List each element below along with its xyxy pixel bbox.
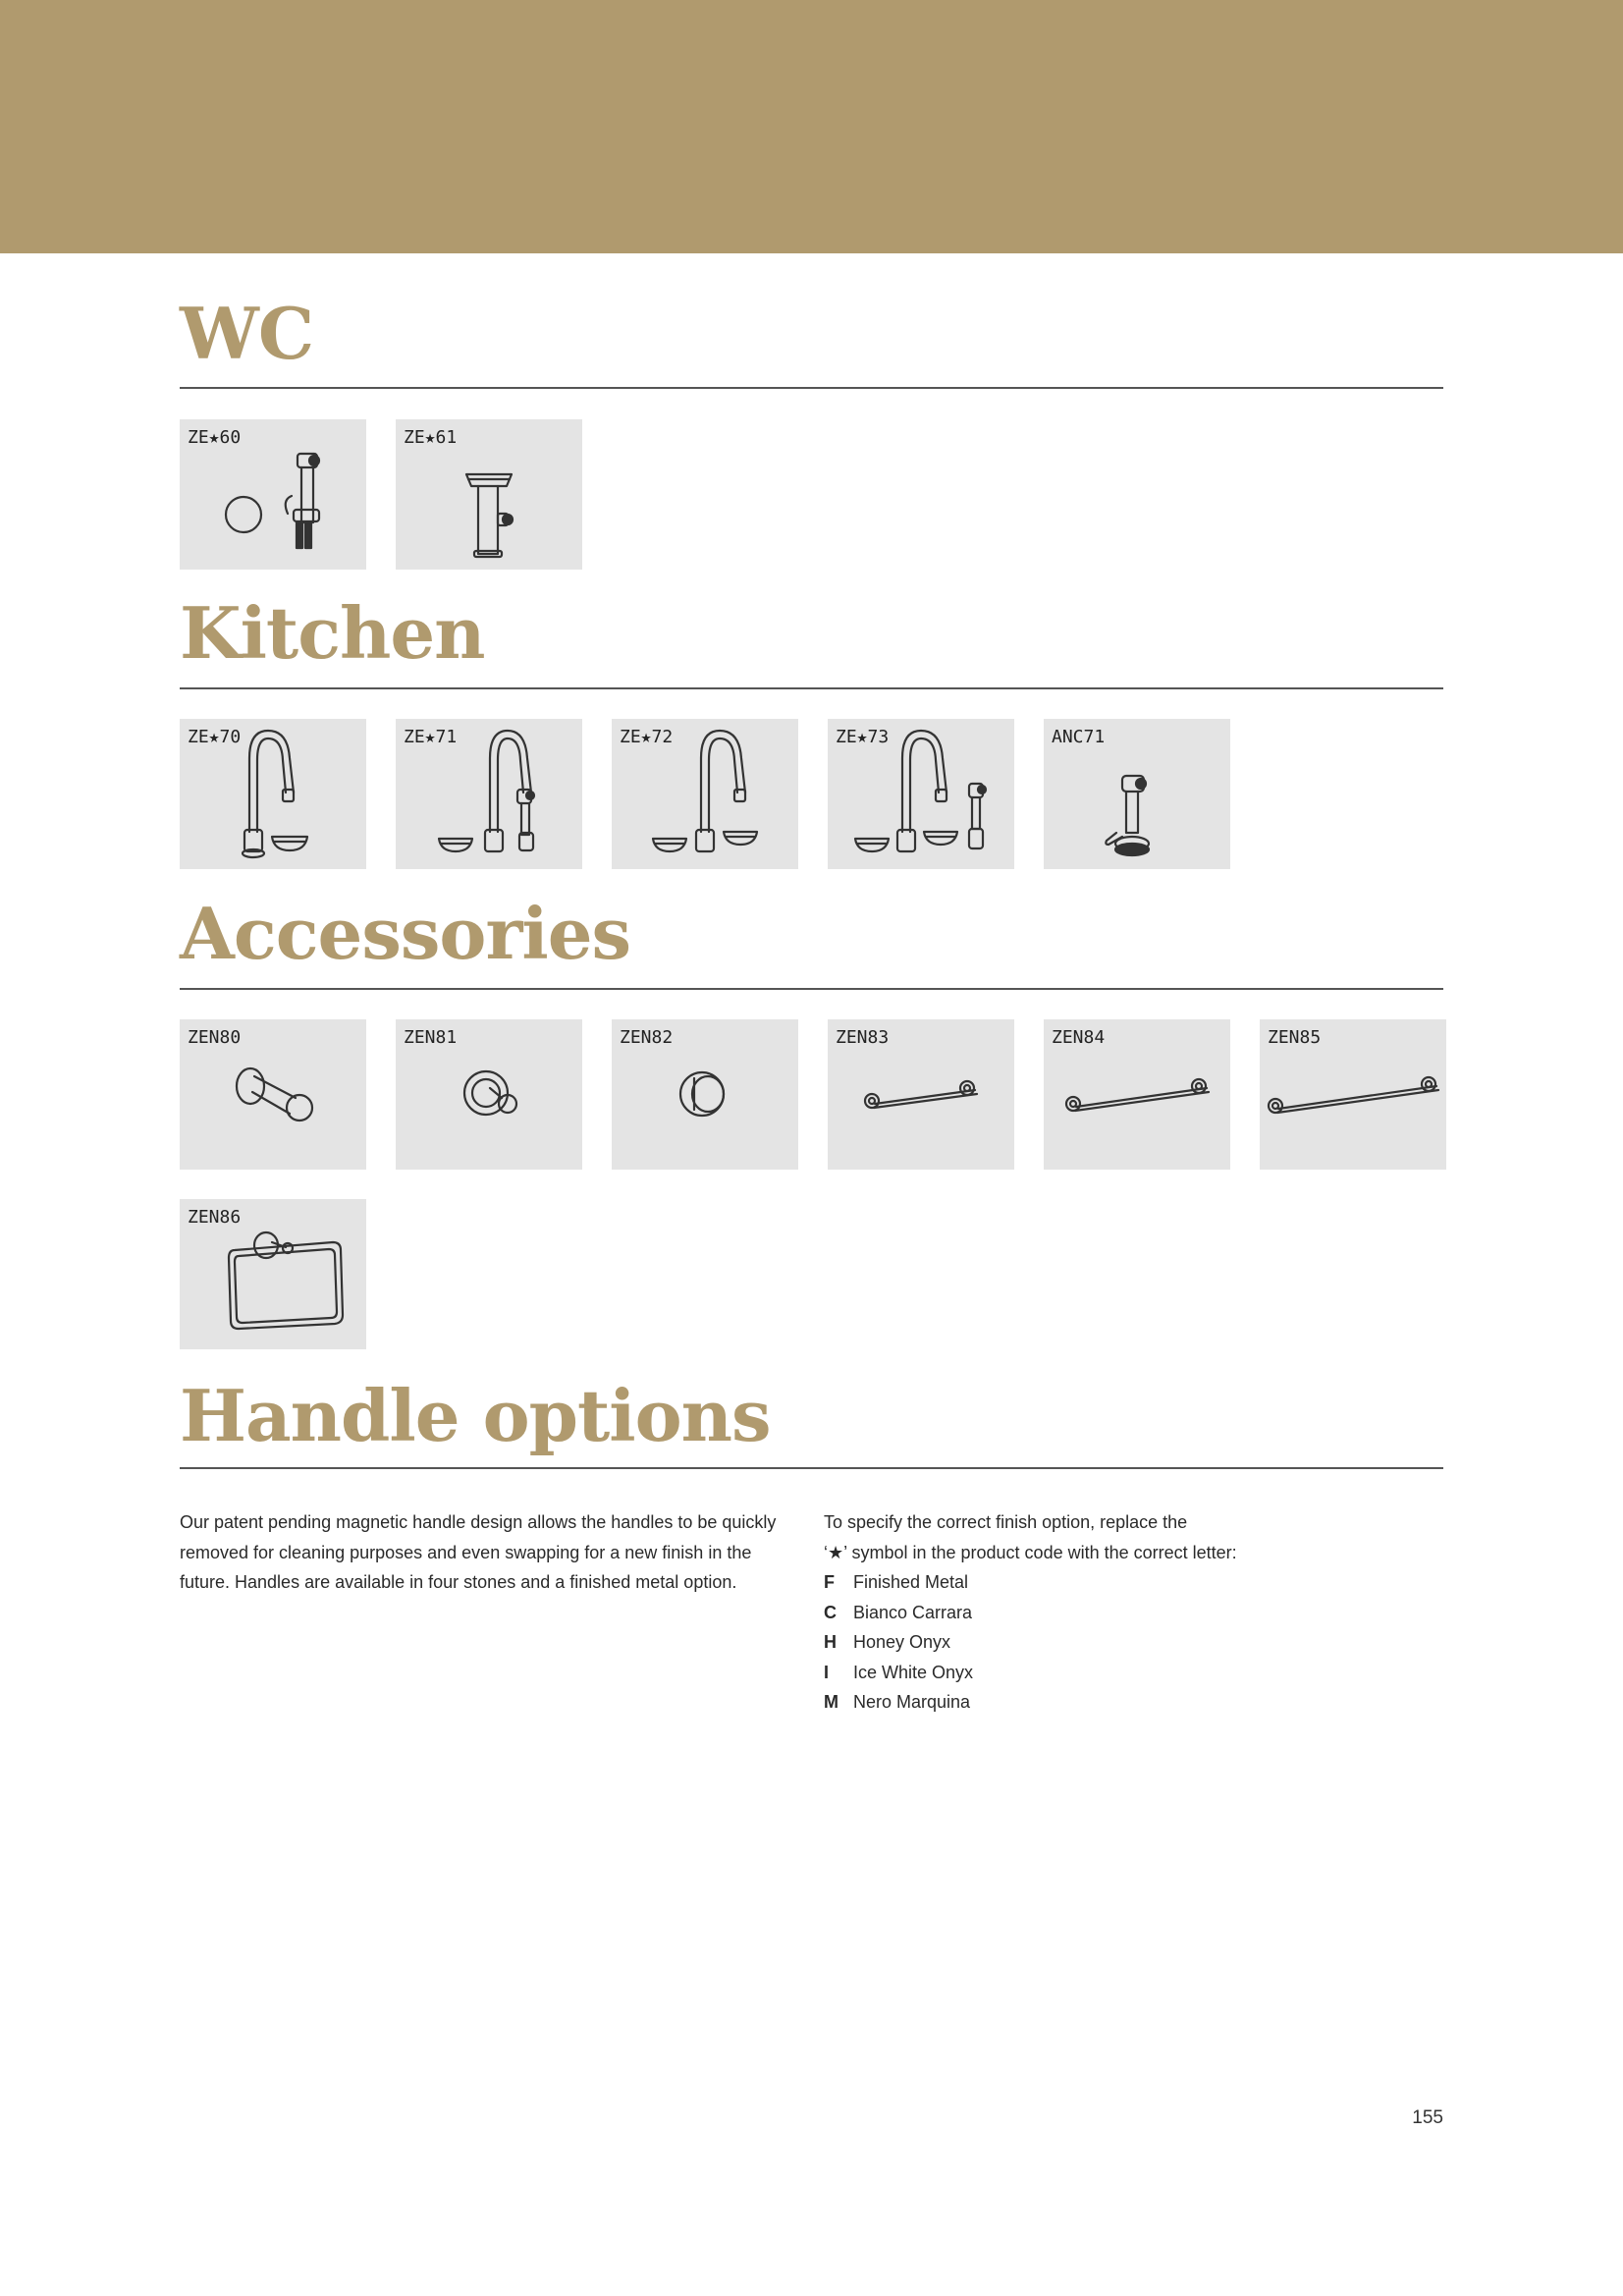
product-code: ZE★60 <box>188 427 242 448</box>
finish-letter: M <box>824 1692 839 1712</box>
finish-option <box>824 1687 1443 1718</box>
finish-letter: C <box>824 1602 837 1622</box>
product-tile[interactable] <box>828 1019 1014 1170</box>
product-tile[interactable] <box>612 1019 798 1170</box>
divider <box>180 1467 1443 1469</box>
gooseneck-tap-two-handles-icon <box>612 719 798 869</box>
finish-name: Nero Marquina <box>853 1692 971 1712</box>
product-code: ZE★73 <box>836 727 890 747</box>
finish-option <box>824 1627 1443 1658</box>
medium-towel-rail-icon <box>1044 1019 1230 1170</box>
product-code: ZEN81 <box>404 1027 458 1048</box>
product-tile[interactable] <box>612 719 798 869</box>
robe-hook-icon <box>180 1019 366 1170</box>
product-tile[interactable] <box>1044 1019 1230 1170</box>
finish-name: Bianco Carrara <box>853 1602 973 1622</box>
product-tile[interactable] <box>180 1199 366 1349</box>
towel-ring-icon <box>180 1199 366 1349</box>
bidet-spray-with-wall-handle-icon <box>180 419 366 570</box>
gooseneck-tap-two-handles-spray-icon <box>828 719 1014 869</box>
product-tile[interactable] <box>1260 1019 1446 1170</box>
product-tile[interactable] <box>180 719 366 869</box>
finish-name: Ice White Onyx <box>853 1662 974 1682</box>
finish-instruction-line2: ‘★’ symbol in the product code with the correct letter: <box>824 1542 1237 1562</box>
divider <box>180 687 1443 689</box>
product-code: ZE★71 <box>404 727 458 747</box>
product-code: ZEN82 <box>620 1027 674 1048</box>
product-code: ZEN80 <box>188 1027 242 1048</box>
product-code: ZEN84 <box>1052 1027 1106 1048</box>
finish-instruction-line1: To specify the correct finish option, replace the <box>824 1512 1188 1532</box>
finish-letter: H <box>824 1632 837 1652</box>
gooseneck-tap-single-handle-icon <box>180 719 366 869</box>
page-number: 155 <box>1412 2107 1443 2128</box>
section-title-wc: WC <box>180 292 314 375</box>
finish-option <box>824 1658 1443 1688</box>
finish-option <box>824 1567 1443 1598</box>
product-tile[interactable] <box>180 419 366 570</box>
section-wc <box>180 292 1443 448</box>
long-towel-rail-icon <box>1260 1019 1446 1170</box>
gooseneck-tap-with-side-spray-icon <box>396 719 582 869</box>
product-code: ZEN83 <box>836 1027 890 1048</box>
product-code: ZE★61 <box>404 427 458 448</box>
product-code: ANC71 <box>1052 727 1106 747</box>
product-tile[interactable] <box>396 1019 582 1170</box>
product-tile[interactable] <box>396 419 582 570</box>
section-title-accessories: Accessories <box>180 892 631 975</box>
product-tile[interactable] <box>396 719 582 869</box>
product-code: ZE★70 <box>188 727 242 747</box>
section-kitchen <box>180 591 1443 747</box>
section-accessories <box>180 892 1443 1228</box>
side-spray-icon <box>1044 719 1230 869</box>
bidet-mixer-icon <box>396 419 582 570</box>
product-code: ZE★72 <box>620 727 674 747</box>
divider <box>180 988 1443 990</box>
double-hook-icon <box>396 1019 582 1170</box>
product-code: ZEN85 <box>1268 1027 1322 1048</box>
section-handle-options <box>180 1374 1443 1457</box>
product-code: ZEN86 <box>188 1207 242 1228</box>
product-tile[interactable] <box>828 719 1014 869</box>
finish-letter: F <box>824 1572 835 1592</box>
header-banner <box>0 0 1623 253</box>
finish-name: Finished Metal <box>853 1572 969 1592</box>
product-tile[interactable] <box>180 1019 366 1170</box>
section-title-kitchen: Kitchen <box>180 591 485 675</box>
short-towel-rail-icon <box>828 1019 1014 1170</box>
section-title-handle-options: Handle options <box>180 1374 771 1457</box>
handle-description: Our patent pending magnetic handle design allows the handles to be quickly removed for cleaning purposes and even swapping for a new finish in the future. Handles are available in four stones and a finished metal option. <box>180 1512 777 1592</box>
knob-hook-icon <box>612 1019 798 1170</box>
finish-option <box>824 1598 1443 1628</box>
finish-options <box>824 1507 1443 1718</box>
finish-letter: I <box>824 1662 830 1682</box>
finish-name: Honey Onyx <box>853 1632 951 1652</box>
product-tile[interactable] <box>1044 719 1230 869</box>
divider <box>180 387 1443 389</box>
